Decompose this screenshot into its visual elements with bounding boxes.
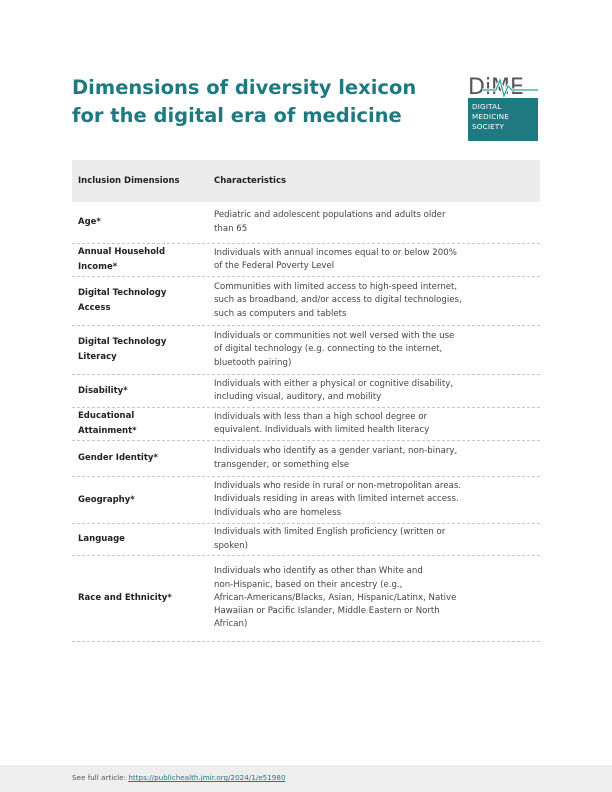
table-row <box>72 202 540 244</box>
dimension-cell <box>72 591 214 606</box>
title-line-1: Dimensions of diversity lexicon <box>72 76 417 99</box>
dimension-line: Disability* <box>78 385 128 396</box>
dimension-line: Access <box>78 303 111 313</box>
dimension-line: Gender Identity* <box>78 453 158 463</box>
dimension-line: Income* <box>78 262 118 272</box>
characteristics-line: Communities with limited access to high-speed internet, <box>214 282 458 293</box>
dime-logo <box>468 74 538 141</box>
header-inclusion-dimensions: Inclusion Dimensions <box>78 176 180 186</box>
characteristics-line: such as broadband, and/or access to digital technologies, <box>214 295 462 306</box>
characteristics-line: Individuals with less than a high school degree or <box>214 411 428 422</box>
dimension-line: Language <box>78 534 125 544</box>
characteristics-cell <box>214 330 540 370</box>
dimension-line: Digital Technology <box>78 337 167 347</box>
footer-text <box>72 773 286 782</box>
dimension-line: Digital Technology <box>78 288 167 298</box>
characteristics-cell <box>214 565 540 631</box>
dimension-line: Literacy <box>78 352 117 362</box>
characteristics-line: African-Americans/Blacks, Asian, Hispanic/Latinx, Native <box>214 592 457 603</box>
dimension-line: Age* <box>78 217 101 227</box>
dimension-line: Geography* <box>78 494 135 505</box>
characteristics-cell <box>214 445 540 472</box>
characteristics-line: equivalent. Individuals with limited health literacy <box>214 425 430 435</box>
table-body <box>72 202 540 642</box>
characteristics-cell <box>214 480 540 520</box>
characteristics-cell <box>214 378 540 405</box>
table-row <box>72 477 540 524</box>
characteristics-line: Hawaiian or Pacific Islander, Middle Eastern or North <box>214 606 440 617</box>
dimension-cell <box>72 335 214 365</box>
table-row <box>72 524 540 556</box>
characteristics-cell <box>214 281 540 321</box>
footer <box>0 765 612 792</box>
characteristics-cell <box>214 411 540 438</box>
article-link[interactable]: https://publichealth.jmir.org/2024/1/e51980 <box>128 773 286 782</box>
logo-mark-text: DiME <box>468 75 524 98</box>
table-row <box>72 326 540 375</box>
dime-logo-mark <box>468 74 538 98</box>
dimension-cell <box>72 286 214 316</box>
header-characteristics: Characteristics <box>214 176 287 186</box>
characteristics-line: Individuals who identify as a gender variant, non-binary, <box>214 446 458 457</box>
table-row <box>72 375 540 408</box>
characteristics-line: Individuals who identify as other than White and <box>214 566 423 577</box>
characteristics-line: than 65 <box>214 223 248 234</box>
dimension-cell <box>72 384 214 399</box>
title-line-2: for the digital era of medicine <box>72 104 402 127</box>
dimension-cell <box>72 245 214 275</box>
characteristics-cell <box>214 247 540 274</box>
table-row <box>72 277 540 326</box>
characteristics-line: Individuals with either a physical or cognitive disability, <box>214 378 454 389</box>
characteristics-line: spoken) <box>214 540 248 551</box>
dimension-line: Attainment* <box>78 426 137 436</box>
characteristics-line: Individuals residing in areas with limited internet access. <box>214 494 459 505</box>
characteristics-cell <box>214 209 540 236</box>
characteristics-line: including visual, auditory, and mobility <box>214 392 382 402</box>
dimensions-table <box>72 160 540 642</box>
page-title <box>72 74 452 130</box>
characteristics-line: Individuals who reside in rural or non-metropolitan areas. <box>214 481 462 492</box>
characteristics-line: Individuals who are homeless <box>214 507 342 518</box>
characteristics-line: Individuals with annual incomes equal to or below 200% <box>214 247 457 258</box>
characteristics-cell <box>214 526 540 553</box>
table-row <box>72 408 540 441</box>
table-row <box>72 244 540 277</box>
dimension-cell <box>72 409 214 439</box>
characteristics-line: non-Hispanic, based on their ancestry (e.g., <box>214 579 403 590</box>
dimension-line: Annual Household <box>78 247 166 257</box>
characteristics-line: bluetooth pairing) <box>214 357 292 368</box>
characteristics-line: of the Federal Poverty Level <box>214 261 335 271</box>
dimension-line: Educational <box>78 411 135 421</box>
characteristics-line: Individuals with limited English proficiency (written or <box>214 527 446 538</box>
footer-prefix: See full article: <box>72 773 129 782</box>
dimension-cell <box>72 493 214 508</box>
logo-line-3: SOCIETY <box>472 122 505 131</box>
dime-logo-box <box>468 98 538 141</box>
characteristics-line: Individuals or communities not well versed with the use <box>214 331 455 342</box>
table-row <box>72 441 540 477</box>
dimension-line: Race and Ethnicity* <box>78 593 172 603</box>
dimension-cell <box>72 451 214 466</box>
characteristics-line: such as computers and tablets <box>214 308 347 319</box>
characteristics-line: African) <box>214 619 248 630</box>
characteristics-line: Pediatric and adolescent populations and adults older <box>214 210 446 221</box>
dimension-cell <box>72 215 214 230</box>
dimension-cell <box>72 532 214 547</box>
table-header <box>72 160 540 202</box>
characteristics-line: transgender, or something else <box>214 459 350 470</box>
logo-line-1: DIGITAL <box>472 102 502 111</box>
table-row <box>72 556 540 642</box>
characteristics-line: of digital technology (e.g. connecting to the internet, <box>214 344 443 355</box>
logo-line-2: MEDICINE <box>472 112 510 121</box>
